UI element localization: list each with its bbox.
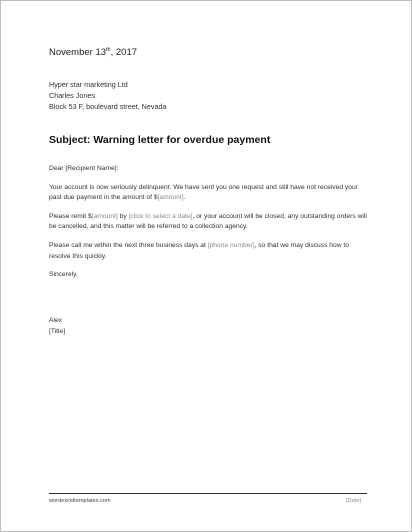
date-picker-placeholder[interactable]: [click to select a date]	[128, 212, 193, 220]
address-line-company: Hyper star marketing Ltd	[49, 80, 128, 89]
letter-subject: Subject: Warning letter for overdue payment	[49, 134, 271, 146]
phone-number-placeholder[interactable]: [phone number]	[207, 241, 255, 249]
signer-name: Alex	[49, 317, 63, 324]
address-line-name: Charles Jones	[49, 91, 95, 100]
address-line-street: Block 53 F, boulevard street, Nevada	[49, 102, 167, 111]
letter-date: November 13th, 2017	[49, 46, 138, 58]
letter-greeting: Dear [Recipient Name]:	[49, 165, 119, 172]
paragraph-2: Please remit $[amount] by [click to select a date], or your account will be closed, any outstanding orders will be cancelled, and this matter will be referred to a collection agency.	[49, 212, 367, 231]
footer-date-placeholder[interactable]: [Date]	[346, 498, 361, 504]
paragraph-3: Please call me within the next three business days at [phone number], so that we may discuss how to resolve this quickly.	[49, 241, 350, 260]
letter-closing: Sincerely,	[49, 271, 78, 278]
footer-site: wordexceltemplates.com	[49, 498, 111, 504]
signature-block	[49, 316, 65, 337]
amount-placeholder[interactable]: [amount]	[91, 212, 118, 220]
date-ordinal-suffix: th	[106, 46, 111, 53]
recipient-address	[49, 79, 166, 112]
paragraph-1: Your account is now seriously delinquent. We have sent you one request and still have not received your past due payment in the amount of $[amount].	[49, 183, 358, 202]
letter-body	[49, 164, 369, 270]
footer-divider	[49, 493, 367, 494]
amount-placeholder[interactable]: [amount]	[157, 194, 184, 202]
signer-title[interactable]: [Title]	[49, 327, 66, 335]
